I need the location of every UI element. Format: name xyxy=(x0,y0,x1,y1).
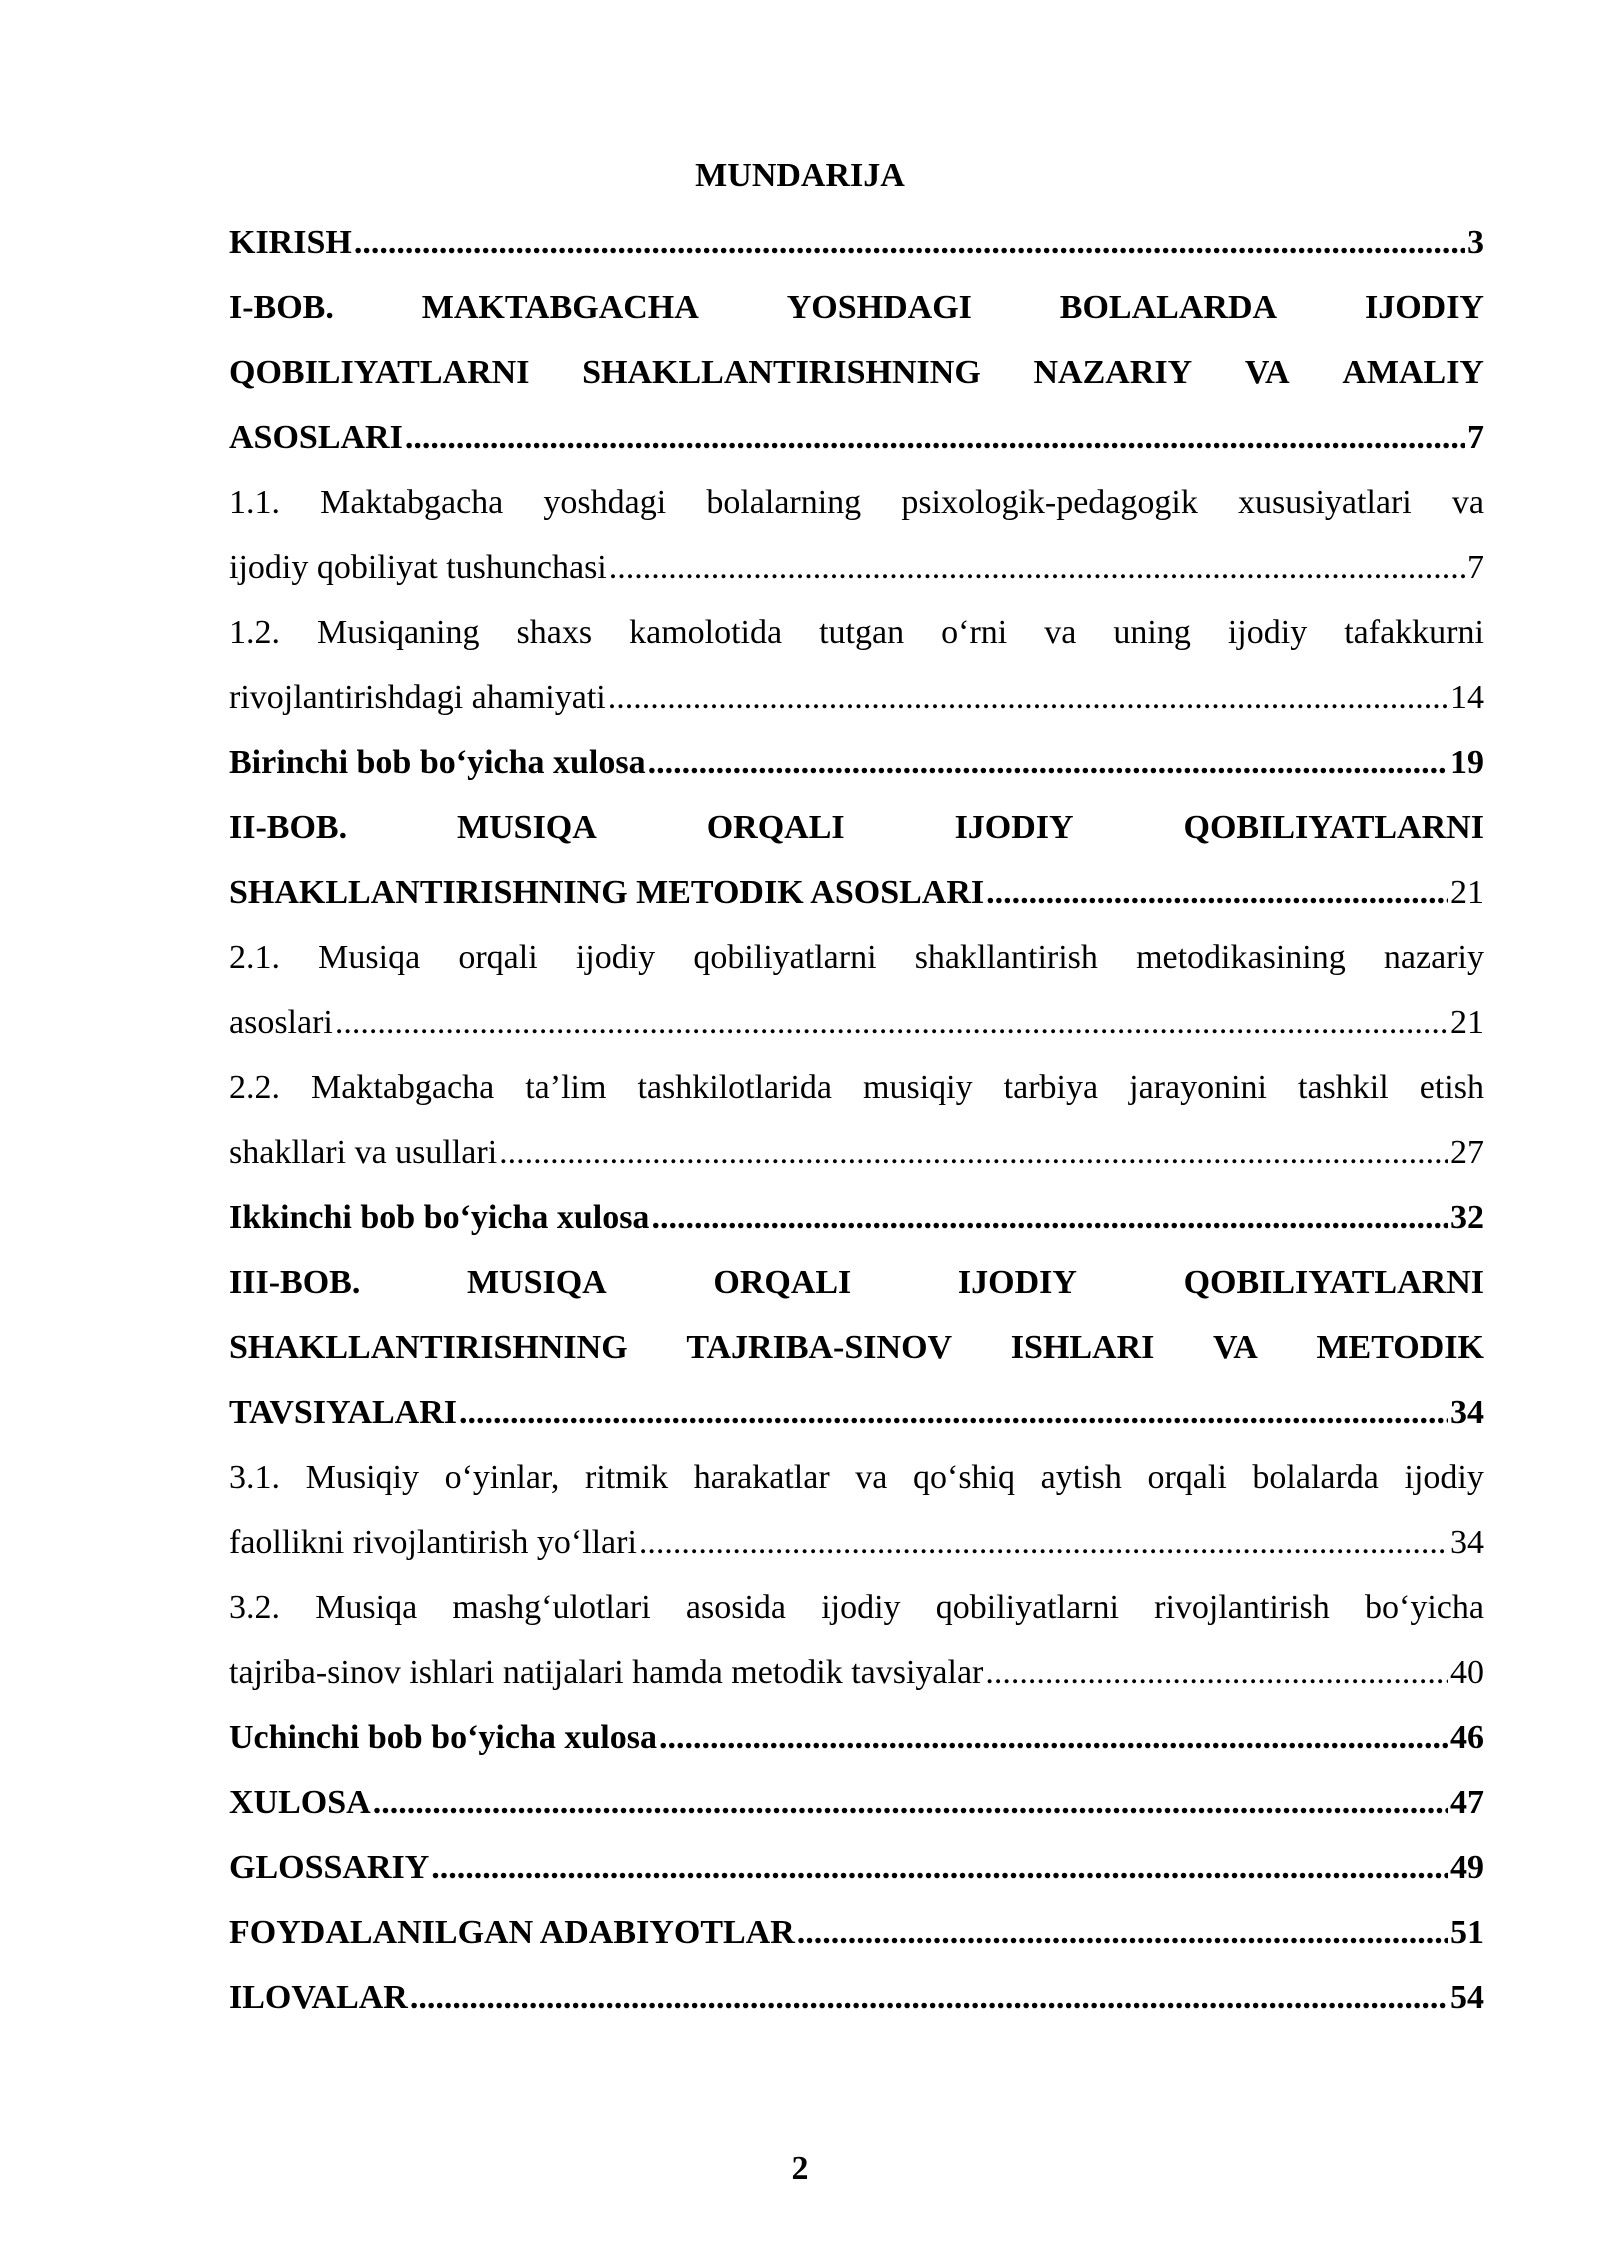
toc-entry-title: Birinchi bob bo‘yicha xulosa xyxy=(229,744,646,781)
page-title: MUNDARIJA xyxy=(695,157,905,194)
dot-leader xyxy=(410,1965,1448,2030)
toc-entry-title: Uchinchi bob bo‘yicha xulosa xyxy=(229,1719,657,1756)
toc-entry-last-line xyxy=(229,1900,1484,1965)
toc-word: Musiqa xyxy=(315,1589,418,1626)
toc-word: MUSIQA xyxy=(457,809,597,846)
toc-word: Maktabgacha xyxy=(320,484,504,521)
dot-leader xyxy=(405,405,1465,470)
toc-entry-last-line xyxy=(229,1380,1484,1445)
toc-word: va xyxy=(855,1459,888,1496)
toc-entry-title: TAVSIYALARI xyxy=(229,1394,458,1431)
toc-word: ORQALI xyxy=(706,809,845,846)
toc-entry-title: KIRISH xyxy=(229,224,352,261)
toc-entry-last-line xyxy=(229,860,1484,925)
toc-word: tashkil xyxy=(1298,1069,1389,1106)
toc-word: TAJRIBA-SINOV xyxy=(686,1329,953,1366)
toc-word: QOBILIYATLARNI xyxy=(1183,1264,1484,1301)
toc-word: rivojlantirish xyxy=(1154,1589,1330,1626)
dot-leader xyxy=(431,1835,1448,1900)
toc-word: IJODIY xyxy=(957,1264,1077,1301)
toc-word: Musiqiy xyxy=(305,1459,419,1496)
dot-leader xyxy=(659,1705,1448,1770)
toc-entry[interactable] xyxy=(229,1835,1484,1900)
dot-leader xyxy=(985,1640,1448,1705)
toc-word: orqali xyxy=(458,939,538,976)
toc-page-number: 7 xyxy=(1467,419,1484,456)
toc-word: xususiyatlari xyxy=(1238,484,1412,521)
toc-word: QOBILIYATLARNI xyxy=(1183,809,1484,846)
toc-entry-last-line xyxy=(229,1770,1484,1835)
toc-entry[interactable] xyxy=(229,1185,1484,1250)
toc-word: METODIK xyxy=(1316,1329,1484,1366)
toc-entry-title: ijodiy qobiliyat tushunchasi xyxy=(229,549,607,586)
toc-entry-title: SHAKLLANTIRISHNING METODIK ASOSLARI xyxy=(229,874,985,911)
toc-entry-last-line xyxy=(229,210,1484,275)
toc-word: QOBILIYATLARNI xyxy=(229,354,530,391)
toc-word: yoshdagi xyxy=(543,484,667,521)
toc-word: VA xyxy=(1244,354,1290,391)
toc-word: tarbiya xyxy=(1003,1069,1099,1106)
toc-word: mashg‘ulotlari xyxy=(452,1589,651,1626)
toc-entry-line xyxy=(229,1575,1484,1640)
toc-word: bolalarning xyxy=(706,484,862,521)
toc-word: o‘rni xyxy=(941,614,1008,651)
toc-word: 3.1. xyxy=(229,1459,280,1496)
toc-word: MAKTABGACHA xyxy=(421,289,699,326)
toc-word: 2.1. xyxy=(229,939,280,976)
toc-entry-last-line xyxy=(229,1705,1484,1770)
toc-entry-title: XULOSA xyxy=(229,1784,371,1821)
toc-entry[interactable] xyxy=(229,275,1484,470)
toc-word: bolalarda xyxy=(1252,1459,1379,1496)
toc-entry-title: faollikni rivojlantirish yo‘llari xyxy=(229,1524,637,1561)
toc-entry-line xyxy=(229,600,1484,665)
toc-entry[interactable] xyxy=(229,1055,1484,1185)
toc-word: uning xyxy=(1113,614,1191,651)
toc-entry[interactable] xyxy=(229,1575,1484,1705)
toc-word: tafakkurni xyxy=(1344,614,1484,651)
dot-leader xyxy=(373,1770,1448,1835)
toc-word: III-BOB. xyxy=(229,1264,361,1301)
toc-entry-line xyxy=(229,275,1484,340)
toc-word: 3.2. xyxy=(229,1589,280,1626)
toc-word: AMALIY xyxy=(1342,354,1484,391)
toc-entry-line xyxy=(229,470,1484,535)
toc-page-number: 49 xyxy=(1450,1849,1484,1886)
toc-entry-line xyxy=(229,925,1484,990)
dot-leader xyxy=(651,1185,1448,1250)
toc-word: 1.2. xyxy=(229,614,280,651)
toc-word: ijodiy xyxy=(575,939,656,976)
toc-word: aytish xyxy=(1040,1459,1122,1496)
toc-word: qobiliyatlarni xyxy=(693,939,877,976)
toc-word: IJODIY xyxy=(1364,289,1484,326)
toc-entry-title: Ikkinchi bob bo‘yicha xulosa xyxy=(229,1199,650,1236)
toc-word: ISHLARI xyxy=(1010,1329,1155,1366)
toc-word: tutgan xyxy=(819,614,905,651)
toc-word: Musiqaning xyxy=(317,614,480,651)
toc-entry-last-line xyxy=(229,990,1484,1055)
toc-entry[interactable] xyxy=(229,730,1484,795)
table-of-contents xyxy=(229,210,1484,2030)
dot-leader xyxy=(797,1900,1448,1965)
toc-word: Musiqa xyxy=(318,939,421,976)
dot-leader xyxy=(354,210,1465,275)
toc-word: asosida xyxy=(685,1589,786,1626)
toc-word: bo‘yicha xyxy=(1365,1589,1484,1626)
toc-entry[interactable] xyxy=(229,795,1484,925)
toc-page-number: 14 xyxy=(1450,679,1484,716)
toc-entry-line xyxy=(229,795,1484,860)
toc-page-number: 40 xyxy=(1450,1654,1484,1691)
toc-word: Maktabgacha xyxy=(311,1069,495,1106)
toc-page-number: 34 xyxy=(1450,1524,1484,1561)
toc-entry[interactable] xyxy=(229,1770,1484,1835)
toc-entry-last-line xyxy=(229,405,1484,470)
toc-word: ta’lim xyxy=(525,1069,607,1106)
toc-word: va xyxy=(1044,614,1077,651)
toc-page-number: 47 xyxy=(1450,1784,1484,1821)
toc-word: o‘yinlar, xyxy=(444,1459,560,1496)
toc-page-number: 34 xyxy=(1450,1394,1484,1431)
dot-leader xyxy=(639,1510,1448,1575)
toc-entry[interactable] xyxy=(229,925,1484,1055)
toc-entry-last-line xyxy=(229,1965,1484,2030)
toc-entry-title: ILOVALAR xyxy=(229,1979,408,2016)
toc-page-number: 27 xyxy=(1450,1134,1484,1171)
toc-word: qobiliyatlarni xyxy=(935,1589,1119,1626)
toc-entry-title: GLOSSARIY xyxy=(229,1849,430,1886)
toc-entry-last-line xyxy=(229,1510,1484,1575)
dot-leader xyxy=(608,665,1448,730)
toc-word: II-BOB. xyxy=(229,809,348,846)
toc-page-number: 21 xyxy=(1450,874,1484,911)
toc-entry-line xyxy=(229,1315,1484,1380)
toc-word: I-BOB. xyxy=(229,289,334,326)
toc-word: SHAKLLANTIRISHNING xyxy=(582,354,981,391)
toc-page-number: 19 xyxy=(1450,744,1484,781)
toc-entry-title: ASOSLARI xyxy=(229,419,403,456)
toc-entry-line xyxy=(229,1250,1484,1315)
toc-page-number: 7 xyxy=(1467,549,1484,586)
toc-entry-line xyxy=(229,1445,1484,1510)
toc-page-number: 21 xyxy=(1450,1004,1484,1041)
toc-entry-last-line xyxy=(229,1835,1484,1900)
toc-entry-title: tajriba-sinov ishlari natijalari hamda metodik tavsiyalar xyxy=(229,1654,984,1691)
dot-leader xyxy=(609,535,1465,600)
toc-word: 2.2. xyxy=(229,1069,280,1106)
toc-entry-last-line xyxy=(229,1185,1484,1250)
toc-page-number: 32 xyxy=(1450,1199,1484,1236)
toc-word: tashkilotlarida xyxy=(637,1069,832,1106)
toc-entry-line xyxy=(229,340,1484,405)
toc-entry-last-line xyxy=(229,1640,1484,1705)
toc-word: YOSHDAGI xyxy=(786,289,972,326)
toc-entry-title: shakllari va usullari xyxy=(229,1134,498,1171)
toc-entry[interactable] xyxy=(229,1445,1484,1575)
toc-word: ritmik xyxy=(585,1459,669,1496)
toc-word: NAZARIY xyxy=(1033,354,1193,391)
toc-entry[interactable] xyxy=(229,1965,1484,2030)
toc-page-number: 46 xyxy=(1450,1719,1484,1756)
toc-word: va xyxy=(1451,484,1484,521)
dot-leader xyxy=(986,860,1448,925)
toc-word: shakllantirish xyxy=(914,939,1098,976)
dot-leader xyxy=(648,730,1448,795)
toc-entry-last-line xyxy=(229,730,1484,795)
toc-word: psixologik-pedagogik xyxy=(901,484,1198,521)
toc-word: shaxs xyxy=(516,614,593,651)
toc-entry[interactable] xyxy=(229,1250,1484,1445)
toc-word: jarayonini xyxy=(1129,1069,1267,1106)
toc-word: IJODIY xyxy=(954,809,1074,846)
toc-page-number: 3 xyxy=(1467,224,1484,261)
toc-word: VA xyxy=(1213,1329,1258,1366)
toc-word: nazariy xyxy=(1383,939,1484,976)
toc-word: ORQALI xyxy=(713,1264,852,1301)
toc-word: ijodiy xyxy=(1404,1459,1484,1496)
toc-word: BOLALARDA xyxy=(1059,289,1278,326)
toc-word: MUSIQA xyxy=(466,1264,607,1301)
toc-word: musiqiy xyxy=(863,1069,973,1106)
toc-entry-last-line xyxy=(229,1120,1484,1185)
toc-entry-title: asoslari xyxy=(229,1004,333,1041)
toc-word: orqali xyxy=(1147,1459,1227,1496)
toc-entry[interactable] xyxy=(229,210,1484,275)
toc-entry[interactable] xyxy=(229,600,1484,730)
page-number: 2 xyxy=(791,2150,809,2187)
toc-word: harakatlar xyxy=(693,1459,830,1496)
toc-word: SHAKLLANTIRISHNING xyxy=(229,1329,628,1366)
toc-entry-last-line xyxy=(229,665,1484,730)
toc-word: kamolotida xyxy=(629,614,783,651)
toc-entry-title: FOYDALANILGAN ADABIYOTLAR xyxy=(229,1914,795,1951)
toc-word: metodikasining xyxy=(1136,939,1346,976)
toc-entry-last-line xyxy=(229,535,1484,600)
dot-leader xyxy=(499,1120,1448,1185)
dot-leader xyxy=(335,990,1448,1055)
toc-entry[interactable] xyxy=(229,1900,1484,1965)
toc-page-number: 51 xyxy=(1450,1914,1484,1951)
toc-word: ijodiy xyxy=(1227,614,1308,651)
toc-word: 1.1. xyxy=(229,484,280,521)
toc-entry[interactable] xyxy=(229,470,1484,600)
toc-entry[interactable] xyxy=(229,1705,1484,1770)
toc-word: etish xyxy=(1419,1069,1484,1106)
toc-page-number: 54 xyxy=(1450,1979,1484,2016)
toc-word: qo‘shiq xyxy=(913,1459,1015,1496)
toc-word: ijodiy xyxy=(821,1589,901,1626)
toc-entry-title: rivojlantirishdagi ahamiyati xyxy=(229,679,606,716)
dot-leader xyxy=(459,1380,1448,1445)
toc-entry-line xyxy=(229,1055,1484,1120)
